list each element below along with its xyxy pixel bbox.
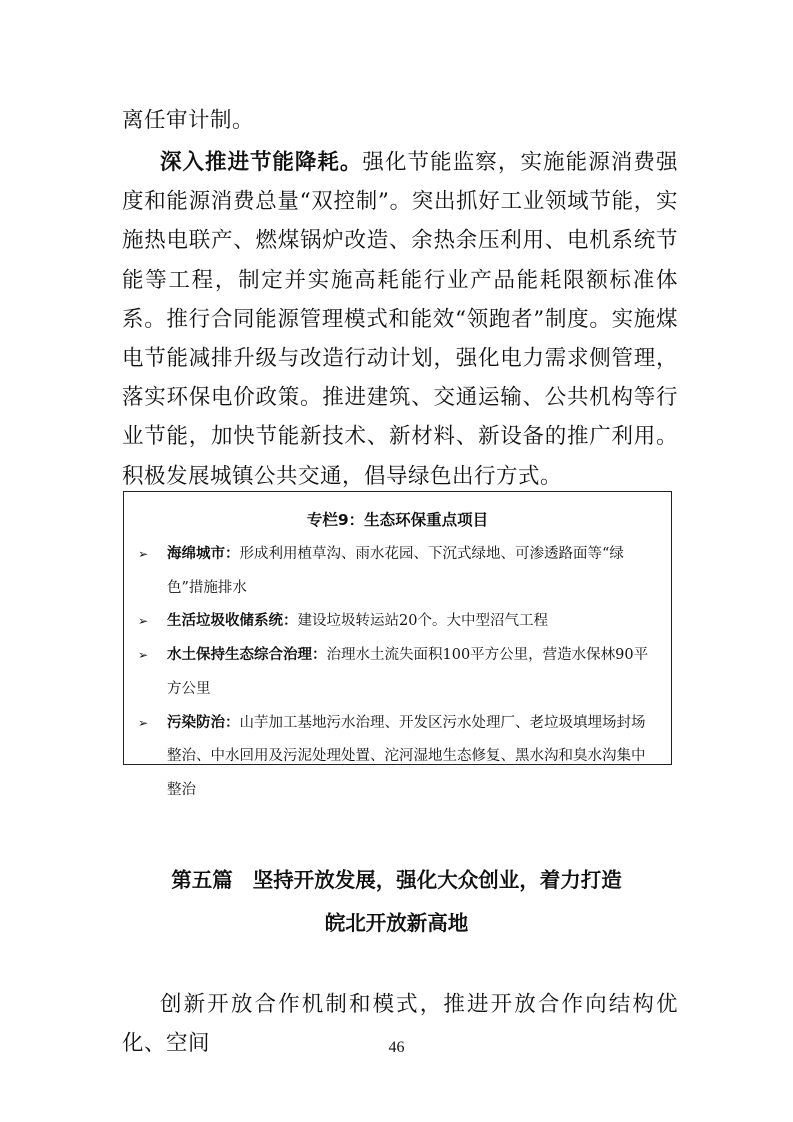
item-text: 山芋加工基地污水治理、开发区污水处理厂、老垃圾填埋场封场整治、中水回用及污泥处理处置、沱河湿地生态修复、黑水沟和臭水沟集中整治 bbox=[167, 714, 646, 798]
arrow-bullet-icon: ➢ bbox=[138, 614, 149, 629]
project-list bbox=[138, 538, 659, 808]
chapter-title-line2: 皖北开放新高地 bbox=[324, 911, 469, 935]
item-label: 生活垃圾收储系统： bbox=[167, 613, 298, 630]
chapter-number: 第五篇 bbox=[171, 868, 233, 892]
arrow-bullet-icon: ➢ bbox=[138, 547, 149, 561]
chapter-title-line1: 坚持开放发展，强化大众创业，着力打造 bbox=[252, 868, 622, 892]
item-text: 建设垃圾转运站20个。大中型沼气工程 bbox=[297, 613, 548, 630]
paragraph-lead-heading: 深入推进节能降耗。 bbox=[160, 150, 363, 175]
list-item bbox=[138, 639, 659, 706]
energy-saving-paragraph bbox=[122, 143, 678, 496]
item-text: 形成利用植草沟、雨水花园、下沉式绿地、可渗透路面等“绿色”措施排水 bbox=[167, 546, 624, 596]
paragraph-body-text: 强化节能监察，实施能源消费强度和能源消费总量“双控制”。突出抓好工业领域节能，实施热电联产、燃煤锅炉改造、余热余压利用、电机系统节能等工程，制定并实施高耗能行业产品能耗限额标准体系。推行合同能源管理模式和能效“领跑者”制度。实施煤电节能减排升级与改造行动计划，强化电力需求侧管理，落实环保电价政策。推进建筑、交通运输、公共机构等行业节能，加快节能新技术、新材料、新设备的推广利用。积极发展城镇公共交通，倡导绿色出行方式。 bbox=[122, 150, 678, 489]
item-label: 水土保持生态综合治理： bbox=[167, 647, 327, 664]
continuation-text: 离任审计制。 bbox=[122, 108, 255, 133]
list-item bbox=[138, 605, 659, 639]
project-column-box bbox=[123, 491, 672, 798]
item-label: 污染防治： bbox=[167, 714, 240, 731]
item-label: 海绵城市： bbox=[167, 546, 240, 562]
list-item bbox=[138, 538, 659, 605]
item-text: 治理水土流失面积100平方公里，营造水保林90平方公里 bbox=[167, 647, 649, 697]
arrow-bullet-icon: ➢ bbox=[138, 715, 149, 730]
list-item bbox=[138, 707, 659, 808]
arrow-bullet-icon: ➢ bbox=[138, 648, 149, 663]
closing-paragraph: 创新开放合作机制和模式，推进开放合作向结构优化、空间 bbox=[122, 992, 678, 1057]
page-number: 46 bbox=[388, 1039, 405, 1056]
chapter-heading bbox=[0, 863, 793, 893]
box-title: 专栏9：生态环保重点项目 bbox=[306, 511, 489, 529]
